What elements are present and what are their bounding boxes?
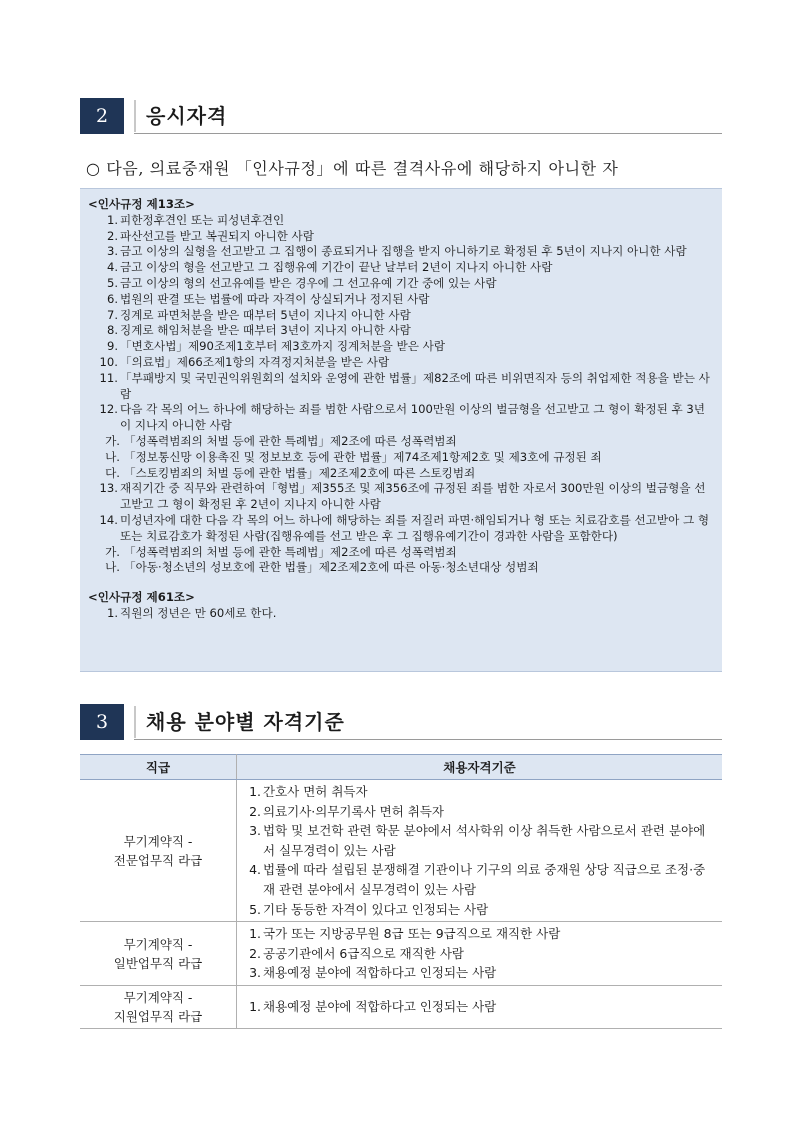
- item-number: 1.: [106, 605, 118, 620]
- regulation-item: [88, 434, 714, 450]
- criteria-text: 의료기사·의무기록사 면허 취득자: [263, 803, 444, 819]
- item-number: 다.: [105, 465, 120, 480]
- criteria-cell: [237, 780, 723, 922]
- rank-cell: [80, 780, 237, 922]
- item-number: 8.: [106, 323, 118, 338]
- section-underline: [134, 739, 722, 740]
- criteria-number: 3.: [249, 823, 261, 839]
- regulation-item: [88, 292, 714, 308]
- criteria-item: [243, 860, 714, 899]
- item-text: 「부패방지 및 국민권익위원회의 설치와 운영에 관한 법률」제82조에 따른 비위면직자 등의 취업제한 적용을 받는 사람: [120, 370, 710, 401]
- item-number: 1.: [106, 212, 118, 227]
- regulation-item: [88, 244, 714, 260]
- criteria-item: [243, 944, 714, 964]
- regulation-item: [88, 355, 714, 371]
- item-number: 11.: [99, 370, 118, 385]
- item-text: 피한정후견인 또는 피성년후견인: [120, 212, 285, 227]
- regulation-item: [88, 229, 714, 245]
- regulation-13-title: <인사규정 제13조>: [88, 197, 195, 211]
- table-row: [80, 780, 722, 922]
- criteria-text: 채용예정 분야에 적합하다고 인정되는 사람: [263, 999, 497, 1015]
- item-number: 나.: [105, 560, 120, 575]
- criteria-cell: [237, 985, 723, 1028]
- criteria-item: [243, 900, 714, 920]
- rank-line: 전문업무직 라급: [113, 852, 203, 868]
- item-number: 6.: [106, 291, 118, 306]
- table-row: [80, 985, 722, 1028]
- criteria-cell: [237, 922, 723, 986]
- item-text: 금고 이상의 형을 선고받고 그 집행유예 기간이 끝난 날부터 2년이 지나지 아니한 사람: [120, 260, 553, 275]
- regulation-item: [88, 276, 714, 292]
- item-text: 재직기간 중 직무와 관련하여「형법」제355조 및 제356조에 규정된 죄를 범한 자로서 300만원 이상의 벌금형을 선고받고 그 형이 확정된 후 2년이 지나지 아니한 사람: [120, 481, 706, 512]
- item-number: 나.: [105, 449, 120, 464]
- criteria-text: 국가 또는 지방공무원 8급 또는 9급직으로 재직한 사람: [263, 926, 561, 942]
- item-text: 직원의 정년은 만 60세로 한다.: [120, 605, 277, 620]
- criteria-number: 1.: [249, 999, 261, 1015]
- criteria-table: [80, 754, 722, 1029]
- item-number: 12.: [99, 402, 118, 417]
- item-number: 7.: [106, 307, 118, 322]
- regulation-61-list: [88, 606, 714, 622]
- rank-line: 무기계약직 -: [123, 833, 193, 849]
- item-text: 「성폭력범죄의 처벌 등에 관한 특례법」제2조에 따른 성폭력범죄: [124, 433, 457, 448]
- regulation-item: [88, 481, 714, 513]
- item-number: 9.: [106, 339, 118, 354]
- item-number: 5.: [106, 275, 118, 290]
- regulation-item: [88, 339, 714, 355]
- rank-cell: [80, 922, 237, 986]
- item-text: 「변호사법」제90조제1호부터 제3호까지 징계처분을 받은 사람: [120, 339, 446, 354]
- item-text: 「스토킹범죄의 처벌 등에 관한 법률」제2조제2호에 따른 스토킹범죄: [124, 465, 476, 480]
- criteria-table-body: [80, 780, 722, 1029]
- rank-line: 무기계약직 -: [123, 936, 193, 952]
- criteria-text: 법학 및 보건학 관련 학문 분야에서 석사학위 이상 취득한 사람으로서 관련 분야에서 실무경력이 있는 사람: [263, 823, 706, 858]
- regulation-item: [88, 308, 714, 324]
- section-2-header: [80, 98, 722, 134]
- regulation-item: [88, 450, 714, 466]
- regulation-item: [88, 260, 714, 276]
- item-text: 「정보통신망 이용촉진 및 정보보호 등에 관한 법률」제74조제1항제2호 및 제3호에 규정된 죄: [124, 449, 602, 464]
- item-text: 금고 이상의 실형을 선고받고 그 집행이 종료되거나 집행을 받지 아니하기로 확정된 후 5년이 지나지 아니한 사람: [120, 244, 687, 259]
- item-text: 「아동·청소년의 성보호에 관한 법률」제2조제2호에 따른 아동·청소년대상 성범죄: [124, 560, 539, 575]
- section-underline: [134, 133, 722, 134]
- item-number: 4.: [106, 260, 118, 275]
- criteria-text: 공공기관에서 6급직으로 재직한 사람: [263, 945, 464, 961]
- item-number: 13.: [99, 481, 118, 496]
- criteria-number: 5.: [249, 901, 261, 917]
- criteria-text: 법률에 따라 설립된 분쟁해결 기관이나 기구의 의료 중재원 상당 직급으로 조정·중재 관련 분야에서 실무경력이 있는 사람: [263, 862, 706, 897]
- criteria-number: 2.: [249, 945, 261, 961]
- item-number: 가.: [105, 433, 120, 448]
- regulation-item: [88, 606, 714, 622]
- item-text: 「성폭력범죄의 처벌 등에 관한 특례법」제2조에 따른 성폭력범죄: [124, 544, 457, 559]
- item-number: 가.: [105, 544, 120, 559]
- item-number: 14.: [99, 512, 118, 527]
- criteria-number: 1.: [249, 784, 261, 799]
- section-2-title: 응시자격: [146, 104, 228, 128]
- regulation-item: [88, 402, 714, 434]
- rank-cell: [80, 985, 237, 1028]
- criteria-text: 채용예정 분야에 적합하다고 인정되는 사람: [263, 965, 497, 981]
- regulation-item: [88, 371, 714, 403]
- criteria-number: 3.: [249, 965, 261, 981]
- section-3-number: 3: [80, 704, 124, 740]
- header-criteria: 채용자격기준: [237, 755, 723, 780]
- criteria-text: 기타 동등한 자격이 있다고 인정되는 사람: [263, 901, 489, 917]
- criteria-item: [243, 963, 714, 983]
- section-2-number: 2: [80, 98, 124, 134]
- criteria-item: [243, 802, 714, 822]
- item-text: 금고 이상의 형의 선고유예를 받은 경우에 그 선고유예 기간 중에 있는 사람: [120, 275, 497, 290]
- section-3-header: [80, 704, 722, 740]
- regulation-box: [80, 188, 722, 672]
- regulation-item: [88, 323, 714, 339]
- section-divider: [134, 706, 136, 738]
- header-rank: 직급: [80, 755, 237, 780]
- criteria-item: [243, 782, 714, 802]
- section-3-title: 채용 분야별 자격기준: [146, 710, 345, 734]
- table-row: [80, 922, 722, 986]
- regulation-item: [88, 545, 714, 561]
- criteria-item: [243, 924, 714, 944]
- item-number: 10.: [99, 354, 118, 369]
- rank-line: 일반업무직 라급: [113, 955, 203, 971]
- regulation-item: [88, 513, 714, 545]
- item-text: 징계로 파면처분을 받은 때부터 5년이 지나지 아니한 사람: [120, 307, 411, 322]
- criteria-number: 1.: [249, 926, 261, 942]
- item-text: 징계로 해임처분을 받은 때부터 3년이 지나지 아니한 사람: [120, 323, 411, 338]
- rank-line: 무기계약직 -: [123, 989, 193, 1005]
- criteria-text: 간호사 면허 취득자: [263, 784, 368, 799]
- regulation-item: [88, 213, 714, 229]
- regulation-13-list: [88, 213, 714, 576]
- criteria-number: 4.: [249, 862, 261, 878]
- rank-line: 지원업무직 라급: [113, 1008, 203, 1024]
- item-text: 다음 각 목의 어느 하나에 해당하는 죄를 범한 사람으로서 100만원 이상의 벌금형을 선고받고 그 형이 확정된 후 3년이 지나지 아니한 사람: [120, 402, 705, 433]
- regulation-item: [88, 466, 714, 482]
- item-number: 2.: [106, 228, 118, 243]
- table-header-row: [80, 755, 722, 780]
- item-text: 법원의 판결 또는 법률에 따라 자격이 상실되거나 정지된 사람: [120, 291, 430, 306]
- item-number: 3.: [106, 244, 118, 259]
- criteria-item: [243, 997, 714, 1017]
- section-divider: [134, 100, 136, 132]
- regulation-item: [88, 560, 714, 576]
- item-text: 「의료법」제66조제1항의 자격정지처분을 받은 사람: [120, 354, 390, 369]
- item-text: 파산선고를 받고 복권되지 아니한 사람: [120, 228, 314, 243]
- criteria-number: 2.: [249, 803, 261, 819]
- item-text: 미성년자에 대한 다음 각 목의 어느 하나에 해당하는 죄를 저질러 파면·해임되거나 형 또는 치료감호를 선고받아 그 형 또는 치료감호가 확정된 사람(집행유예를 선고 받은 후 그 집행유예기간이 경과한 사람을 포함한다): [120, 512, 710, 543]
- regulation-61-title: <인사규정 제61조>: [88, 590, 195, 605]
- eligibility-bullet: ○ 다음, 의료중재원 「인사규정」에 따른 결격사유에 해당하지 아니한 자: [86, 159, 619, 178]
- criteria-item: [243, 821, 714, 860]
